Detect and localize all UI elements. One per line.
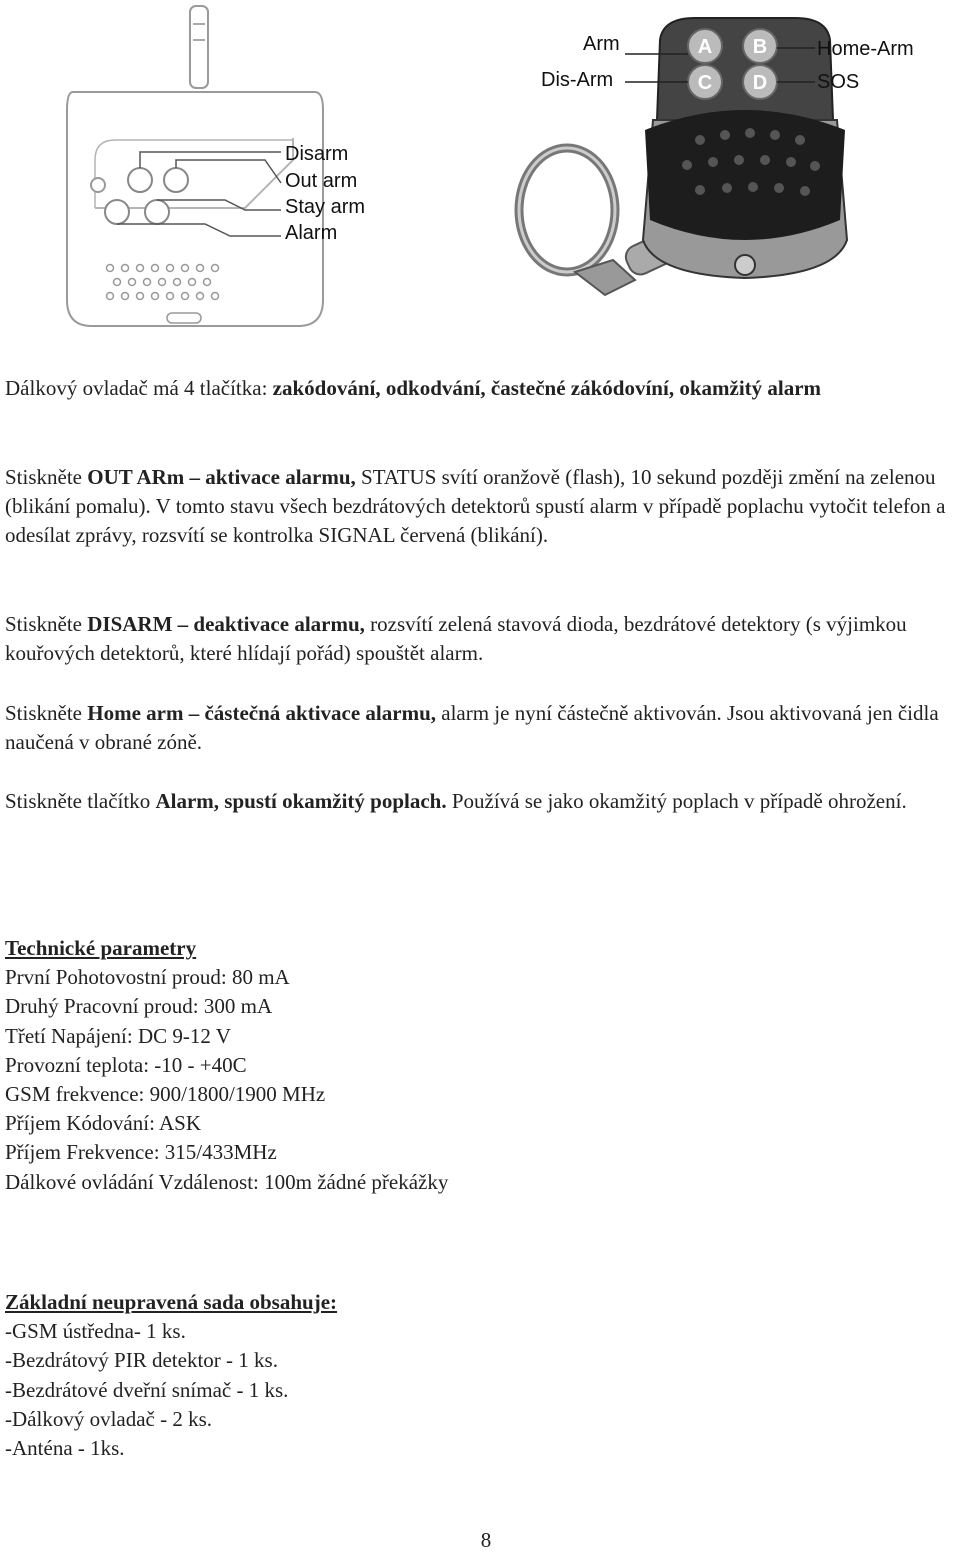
label-stay-arm: Stay arm bbox=[285, 196, 366, 218]
label-disarm: Disarm bbox=[285, 143, 349, 165]
label-home-arm: Home-Arm bbox=[817, 38, 914, 60]
tech-item: První Pohotovostní proud: 80 mA bbox=[5, 965, 290, 990]
label-out-arm: Out arm bbox=[285, 170, 358, 192]
label-alarm: Alarm bbox=[285, 222, 338, 244]
disarm-paragraph: Stiskněte DISARM – deaktivace alarmu, rozsvítí zelená stavová dioda, bezdrátové detektory (s výjimkou kouřových detektorů, které hlídají pořád) spouštět alarm. bbox=[5, 612, 907, 665]
kit-item: -Dálkový ovladač - 2 ks. bbox=[5, 1406, 213, 1431]
button-c: C bbox=[697, 72, 713, 94]
tech-title: Technické parametry bbox=[5, 936, 197, 960]
home-arm-paragraph: Stiskněte Home arm – částečná aktivace alarmu, alarm je nyní částečně aktivován. Jsou aktivovaná jen čidla naučená v obrané zóně. bbox=[5, 701, 939, 754]
alarm-paragraph: Stiskněte tlačítko Alarm, spustí okamžitý poplach. Používá se jako okamžitý poplach v případě ohrožení. bbox=[5, 789, 907, 813]
tech-item: Druhý Pracovní proud: 300 mA bbox=[5, 994, 273, 1019]
remote-keyfob-image bbox=[495, 10, 945, 310]
tech-item: GSM frekvence: 900/1800/1900 MHz bbox=[5, 1082, 326, 1107]
tech-item: Provozní teplota: -10 - +40C bbox=[5, 1052, 247, 1077]
intro-paragraph: Dálkový ovladač má 4 tlačítka: zakódování, odkodvání, častečné zákódovíní, okamžitý alarm bbox=[5, 376, 822, 400]
kit-item: -Bezdrátový PIR detektor - 1 ks. bbox=[5, 1348, 278, 1373]
label-sos: SOS bbox=[817, 71, 860, 93]
out-arm-paragraph: Stiskněte OUT ARm – aktivace alarmu, STATUS svítí oranžově (flash), 10 sekund později změní na zelenou (blikání pomalu). V tomto stavu všech bezdrátových detektorů spustí alarm v případě poplachu vytočit telefon a odesílat zprávy, rozsvítí se kontrolka SIGNAL červená (blikání). bbox=[5, 465, 946, 547]
tech-item: Příjem Kódování: ASK bbox=[5, 1111, 202, 1136]
page-number: 8 bbox=[480, 1528, 492, 1552]
kit-item: -GSM ústředna- 1 ks. bbox=[5, 1319, 186, 1344]
label-arm: Arm bbox=[583, 33, 620, 55]
tech-item: Třetí Napájení: DC 9-12 V bbox=[5, 1023, 231, 1048]
label-dis-arm: Dis-Arm bbox=[541, 69, 614, 91]
button-a: A bbox=[697, 36, 713, 58]
button-d: D bbox=[752, 72, 768, 94]
kit-title: Základní neupravená sada obsahuje: bbox=[5, 1290, 338, 1314]
left-diagram-labels bbox=[280, 138, 400, 248]
tech-item: Příjem Frekvence: 315/433MHz bbox=[5, 1140, 277, 1165]
kit-item: -Anténa - 1ks. bbox=[5, 1436, 125, 1461]
button-b: B bbox=[752, 36, 768, 58]
technical-parameters bbox=[5, 934, 448, 1197]
kit-item: -Bezdrátové dveřní snímač - 1 ks. bbox=[5, 1377, 289, 1402]
tech-item: Dálkové ovládání Vzdálenost: 100m žádné překážky bbox=[5, 1169, 449, 1194]
kit-contents bbox=[5, 1288, 337, 1463]
